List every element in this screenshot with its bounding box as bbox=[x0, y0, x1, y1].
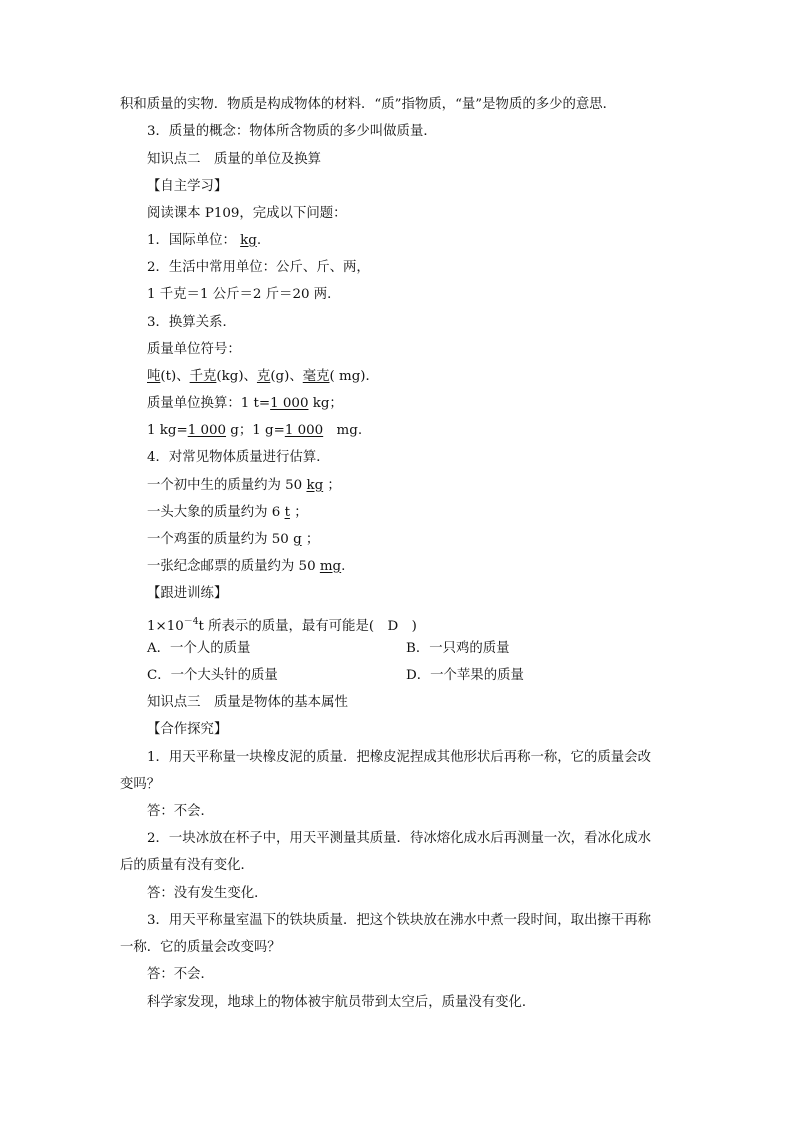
egg-mass-text: 一个鸡蛋的质量约为 50 bbox=[147, 532, 294, 547]
gram-conversion-text: g；1 g= bbox=[226, 423, 285, 438]
mass-concept-line: 3．质量的概念：物体所含物质的多少叫做质量． bbox=[147, 124, 437, 139]
inquiry-2-line-2: 后的质量有没有变化． bbox=[120, 858, 254, 873]
unit-milligram: 毫克 bbox=[302, 369, 330, 384]
option-c: C．一个大头针的质量 bbox=[147, 668, 278, 683]
stamp-mass-punct: . bbox=[341, 559, 346, 574]
elephant-mass-punct: ； bbox=[289, 505, 308, 520]
student-mass-line bbox=[147, 476, 341, 496]
ton-conversion-answer: 1 000 bbox=[270, 396, 309, 411]
inquiry-2-line-1: 2．一块冰放在杯子中，用天平测量其质量．待冰熔化成水后再测量一次，看冰化成水 bbox=[147, 831, 651, 846]
unit-kilogram-symbol: (kg)、 bbox=[216, 369, 257, 384]
inquiry-1-answer: 答：不会． bbox=[147, 804, 214, 819]
unit-gram: 克 bbox=[256, 369, 271, 384]
student-mass-text: 一个初中生的质量约为 50 bbox=[147, 478, 307, 493]
kg-gram-conversion-line bbox=[147, 421, 362, 441]
question-coefficient: 1×10 bbox=[147, 619, 184, 634]
gram-conversion-unit: mg. bbox=[323, 423, 363, 438]
inquiry-1-line-2: 变吗？ bbox=[120, 777, 161, 792]
estimation-heading: 4．对常见物体质量进行估算． bbox=[147, 450, 330, 465]
self-study-heading: 【自主学习】 bbox=[147, 179, 228, 194]
cooperative-inquiry-heading: 【合作探究】 bbox=[147, 722, 228, 737]
option-row-1 bbox=[147, 639, 250, 659]
unit-ton-symbol: (t)、 bbox=[160, 369, 190, 384]
follow-up-heading: 【跟进训练】 bbox=[147, 586, 228, 601]
student-mass-punct: ； bbox=[323, 478, 341, 493]
inquiry-3-answer: 答：不会． bbox=[147, 967, 214, 982]
option-d: D．一个苹果的质量 bbox=[406, 668, 524, 683]
kg-conversion-answer: 1 000 bbox=[187, 423, 227, 438]
section-heading-knowledge-point-2: 知识点二 质量的单位及换算 bbox=[147, 152, 322, 167]
inquiry-3-line-1: 3．用天平称量室温下的铁块质量．把这个铁块放在沸水中煮一段时间，取出擦干再称 bbox=[147, 913, 651, 928]
unit-milligram-symbol: ( mg)． bbox=[329, 369, 379, 384]
egg-mass-line bbox=[147, 530, 319, 550]
si-unit-line bbox=[147, 231, 261, 251]
common-units-line: 2．生活中常用单位：公斤、斤、两， bbox=[147, 260, 370, 275]
conclusion-line: 科学家发现，地球上的物体被宇航员带到太空后，质量没有变化． bbox=[147, 995, 536, 1010]
paragraph-line: 积和质量的实物．物质是构成物体的材料．“质”指物质，“量”是物质的多少的意思． bbox=[120, 97, 617, 112]
unit-kilogram: 千克 bbox=[189, 369, 217, 384]
option-row-2 bbox=[147, 666, 278, 686]
si-unit-label: 1．国际单位： bbox=[147, 233, 236, 248]
stamp-mass-text: 一张纪念邮票的质量约为 50 bbox=[147, 559, 320, 574]
egg-mass-answer: g bbox=[293, 532, 302, 547]
stamp-mass-line bbox=[147, 557, 345, 577]
question-text: t 所表示的质量，最有可能是( D ) bbox=[198, 619, 417, 634]
unit-symbols-line bbox=[147, 367, 379, 387]
si-unit-answer: kg bbox=[240, 233, 257, 248]
elephant-mass-line bbox=[147, 503, 308, 523]
conversion-heading: 3．换算关系． bbox=[147, 315, 236, 330]
unit-ton: 吨 bbox=[147, 369, 161, 384]
inquiry-3-line-2: 一称．它的质量会改变吗？ bbox=[120, 940, 281, 955]
ton-conversion-unit: kg； bbox=[308, 396, 343, 411]
question-exponent: －4 bbox=[183, 617, 199, 627]
si-unit-period: . bbox=[256, 233, 262, 248]
inquiry-2-answer: 答：没有发生变化． bbox=[147, 886, 268, 901]
unit-equivalence-line: 1 千克＝1 公斤＝2 斤＝20 两． bbox=[147, 287, 341, 302]
ton-conversion-text: 质量单位换算：1 t= bbox=[147, 396, 271, 411]
unit-gram-symbol: (g)、 bbox=[270, 369, 303, 384]
unit-symbols-label: 质量单位符号： bbox=[147, 342, 241, 357]
kg-conversion-text: 1 kg= bbox=[147, 423, 188, 438]
elephant-mass-text: 一头大象的质量约为 6 bbox=[147, 505, 285, 520]
option-a: A．一个人的质量 bbox=[147, 641, 251, 656]
inquiry-1-line-1: 1．用天平称量一块橡皮泥的质量．把橡皮泥捏成其他形状后再称一称，它的质量会改 bbox=[147, 750, 651, 765]
egg-mass-punct: ； bbox=[301, 532, 320, 547]
elephant-mass-answer: t bbox=[284, 505, 290, 520]
section-heading-knowledge-point-3: 知识点三 质量是物体的基本属性 bbox=[147, 695, 348, 710]
gram-conversion-answer: 1 000 bbox=[284, 423, 324, 438]
student-mass-answer: kg bbox=[306, 478, 324, 493]
reading-instruction: 阅读课本 P109，完成以下问题： bbox=[147, 206, 347, 221]
stamp-mass-answer: mg bbox=[319, 559, 342, 574]
question-line bbox=[147, 612, 417, 637]
option-b: B．一只鸡的质量 bbox=[406, 641, 510, 656]
ton-conversion-line bbox=[147, 394, 343, 414]
